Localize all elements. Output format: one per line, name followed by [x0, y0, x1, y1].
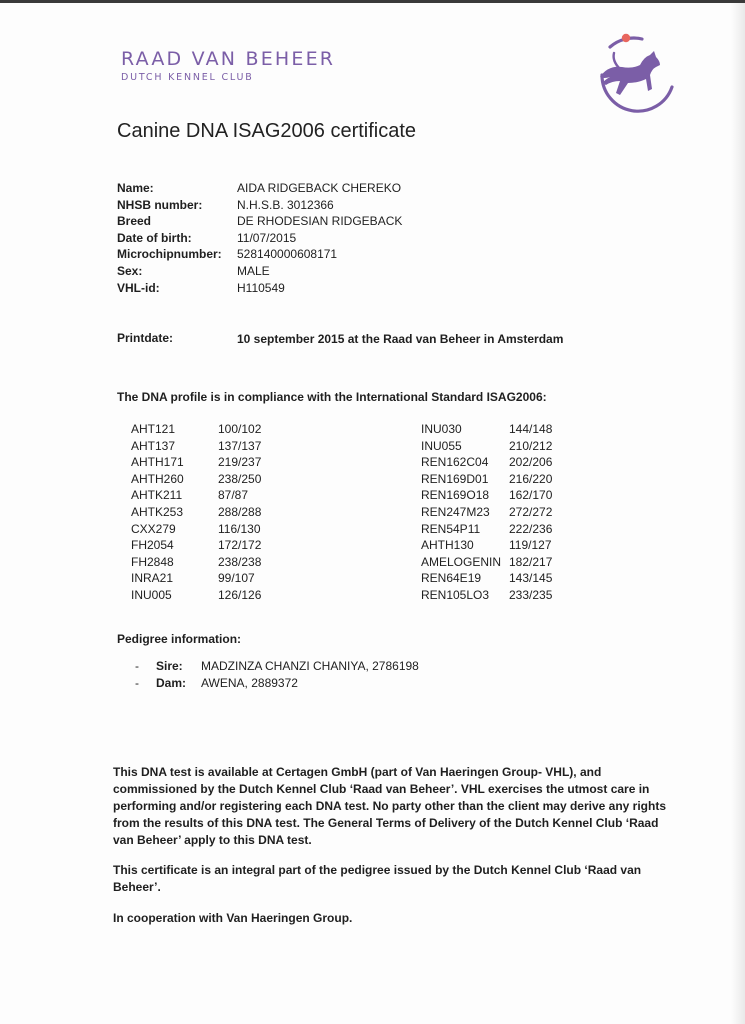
marker-name: INU055: [421, 438, 462, 453]
paragraph-line: van Beheer’ apply to this DNA test.: [113, 833, 312, 847]
scan-right-edge: [731, 0, 745, 1024]
list-dash: -: [135, 675, 139, 690]
paragraph-line: This certificate is an integral part of the pedigree issued by the Dutch Kennel Club ‘Raad van: [113, 863, 642, 877]
dog-logo-icon: [580, 25, 680, 125]
dna-profile-intro: The DNA profile is in compliance with the International Standard ISAG2006:: [117, 390, 547, 404]
marker-name: AMELOGENIN: [421, 554, 502, 569]
marker-name: AHTH171: [131, 455, 184, 470]
cooperation-paragraph: [113, 910, 643, 927]
info-value: N.H.S.B. 3012366: [237, 197, 334, 212]
marker-value: 119/127: [509, 538, 552, 553]
paragraph-line: commissioned by the Dutch Kennel Club ‘Raad van Beheer’. VHL exercises the utmost care in: [113, 782, 650, 796]
marker-name: REN64E19: [421, 571, 482, 586]
info-label: NHSB number:: [117, 197, 203, 212]
integral-part-paragraph: [113, 862, 643, 896]
marker-value: 182/217: [509, 554, 553, 569]
info-value: 11/07/2015: [237, 230, 297, 245]
marker-name: AHTH130: [421, 538, 474, 553]
info-value: AIDA RIDGEBACK CHEREKO: [237, 181, 402, 195]
marker-value: 272/272: [509, 504, 553, 519]
marker-name: INRA21: [131, 571, 174, 586]
pedigree-value: MADZINZA CHANZI CHANIYA, 2786198: [201, 659, 419, 673]
printdate: [117, 331, 564, 346]
marker-value: 100/102: [218, 422, 262, 436]
marker-value: 144/148: [509, 422, 553, 436]
marker-value: 216/220: [509, 471, 553, 486]
marker-name: FH2848: [131, 554, 174, 569]
marker-name: REN105LO3: [421, 587, 490, 602]
marker-value: 238/250: [218, 471, 262, 486]
marker-value: 143/145: [509, 571, 553, 586]
marker-value: 99/107: [218, 571, 255, 586]
pedigree-value: AWENA, 2889372: [201, 675, 298, 690]
info-value: MALE: [237, 263, 270, 278]
marker-name: AHT121: [131, 422, 176, 436]
marker-value: 222/236: [509, 521, 553, 536]
brand-name: RAAD VAN BEHEER: [121, 48, 336, 70]
document-title: Canine DNA ISAG2006 certificate: [117, 120, 417, 142]
marker-name: FH2054: [131, 538, 174, 553]
paragraph-line: performing and/or registering each DNA test. No party other than the client may derive any rights: [113, 799, 667, 813]
marker-value: 116/130: [218, 521, 261, 536]
marker-name: REN247M23: [421, 504, 490, 519]
marker-value: 137/137: [218, 438, 262, 453]
info-value: DE RHODESIAN RIDGEBACK: [237, 214, 403, 229]
info-value: 528140000608171: [237, 247, 338, 262]
marker-value: 126/126: [218, 587, 262, 602]
paragraph-line: In cooperation with Van Haeringen Group.: [113, 911, 353, 925]
info-label: Breed: [117, 214, 152, 229]
marker-name: AHT137: [131, 438, 176, 453]
pedigree-heading: Pedigree information:: [117, 632, 242, 646]
printdate-value: 10 september 2015 at the Raad van Beheer in Amsterdam: [237, 332, 564, 346]
pedigree-key: Sire:: [156, 659, 183, 673]
marker-value: 172/172: [218, 538, 262, 553]
brand-subtitle: DUTCH KENNEL CLUB: [121, 72, 254, 83]
list-dash: -: [135, 659, 139, 673]
paragraph-line: Beheer’.: [113, 880, 161, 894]
pedigree-key: Dam:: [156, 675, 187, 690]
paragraph-line: This DNA test is available at Certagen GmbH (part of Van Haeringen Group- VHL), and: [113, 765, 602, 779]
info-label: VHL-id:: [117, 280, 160, 295]
marker-value: 219/237: [218, 455, 262, 470]
info-label: Date of birth:: [117, 230, 192, 245]
marker-name: REN169O18: [421, 488, 490, 503]
marker-name: AHTH260: [131, 471, 184, 486]
marker-name: AHTK253: [131, 504, 184, 519]
marker-name: REN162C04: [421, 455, 489, 470]
info-label: Microchipnumber:: [117, 247, 222, 262]
printdate-label: Printdate:: [117, 331, 174, 345]
marker-value: 288/288: [218, 504, 262, 519]
disclaimer-paragraph: [113, 764, 667, 849]
marker-value: 238/238: [218, 554, 262, 569]
marker-name: REN169D01: [421, 471, 489, 486]
marker-value: 87/87: [218, 488, 249, 503]
marker-name: REN54P11: [421, 521, 481, 536]
marker-value: 210/212: [509, 438, 553, 453]
marker-name: AHTK211: [131, 488, 183, 503]
marker-name: INU030: [421, 422, 462, 436]
paragraph-line: from the results of this DNA test. The General Terms of Delivery of the Dutch Kennel Club ‘Raad: [113, 816, 659, 830]
marker-name: INU005: [131, 587, 172, 602]
info-value: H110549: [237, 280, 285, 295]
brand-header: [121, 48, 335, 83]
info-label: Name:: [117, 181, 154, 195]
marker-value: 233/235: [509, 587, 553, 602]
marker-name: CXX279: [131, 521, 176, 536]
info-label: Sex:: [117, 263, 143, 278]
marker-value: 202/206: [509, 455, 553, 470]
marker-value: 162/170: [509, 488, 553, 503]
scan-top-edge: [0, 0, 745, 3]
